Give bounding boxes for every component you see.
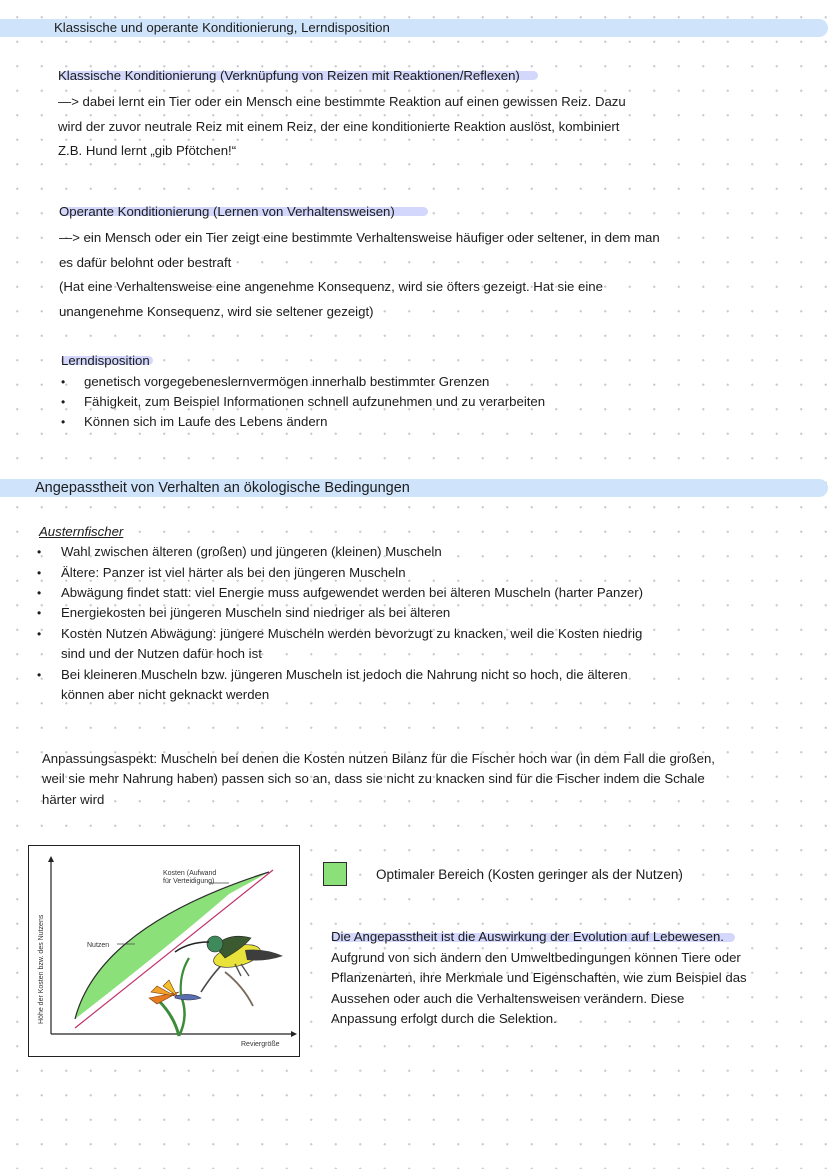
disposition-heading: Lerndisposition [61,353,150,368]
austernfischer-bullet: Bei kleineren Muscheln bzw. jüngeren Muscheln ist jedoch die Nahrung nicht so hoch, die älteren [61,667,628,682]
austernfischer-bullet-cont: können aber nicht geknackt werden [61,687,270,702]
classical-heading: Klassische Konditionierung (Verknüpfung von Reizen mit Reaktionen/Reflexen) [58,68,520,83]
bullet-dot: • [37,566,42,580]
bullet-dot: • [37,606,42,620]
conclusion-line: Aussehen oder auch die Verhaltensweisen verändern. Diese [331,991,685,1006]
bullet-dot: • [37,586,42,600]
bullet-dot: • [61,415,66,429]
conclusion-line: Aufgrund von sich ändern den Umweltbedingungen können Tiere oder [331,950,741,965]
optimal-area-swatch [323,862,347,886]
classical-line: wird der zuvor neutrale Reiz mit einem Reiz, der eine konditionierte Reaktion auslöst, kombiniert [58,119,620,134]
austernfischer-bullet: Kosten Nutzen Abwägung: jüngere Muscheln werden bevorzugt zu knacken, weil die Kosten niedrig [61,626,643,641]
cost-label-1: Kosten (Aufwand [163,870,217,877]
operant-line: es dafür belohnt oder bestraft [59,255,232,270]
adaptation-line: härter wird [42,792,105,807]
austernfischer-bullet-cont: sind und der Nutzen dafür hoch ist [61,646,262,661]
conclusion-line: Anpassung erfolgt durch die Selektion. [331,1011,557,1026]
flower-illustration [149,958,201,1036]
cost-benefit-figure [28,845,300,1057]
classical-line: Z.B. Hund lernt „gib Pfötchen!“ [58,143,237,158]
section-title-1: Klassische und operante Konditionierung, Lerndisposition [54,20,390,35]
disposition-bullet: genetisch vorgegebeneslernvermögen innerhalb bestimmter Grenzen [84,374,490,389]
cost-label-2: für Verteidigung) [163,878,215,885]
bullet-dot: • [37,545,42,559]
austernfischer-bullet: Abwägung findet statt: viel Energie muss aufgewendet werden bei älteren Muscheln (harter Panzer) [61,585,644,600]
austernfischer-bullet: Energiekosten bei jüngeren Muscheln sind niedriger als bei älteren [61,605,451,620]
disposition-bullet: Fähigkeit, zum Beispiel Informationen schnell aufzunehmen und zu verarbeiten [84,394,546,409]
operant-line: —> ein Mensch oder ein Tier zeigt eine bestimmte Verhaltensweise häufiger oder seltener, in dem man [59,230,660,245]
y-axis-label: Höhe der Kosten bzw. des Nutzens [38,914,45,1024]
operant-line: unangenehme Konsequenz, wird sie seltener gezeigt) [59,304,374,319]
disposition-bullet: Können sich im Laufe des Lebens ändern [84,414,328,429]
x-axis-arrow [291,1031,297,1037]
operant-heading: Operante Konditionierung (Lernen von Verhaltensweisen) [59,204,395,219]
bullet-dot: • [61,375,66,389]
bullet-dot: • [37,668,42,682]
classical-line: —> dabei lernt ein Tier oder ein Mensch eine bestimmte Reaktion auf einen gewissen Reiz. Dazu [58,94,626,109]
conclusion-line: Pflanzenarten, ihre Merkmale und Eigenschaften, wie zum Beispiel das [331,970,747,985]
y-axis-arrow [48,856,54,862]
austernfischer-bullet: Wahl zwischen älteren (großen) und jüngeren (kleinen) Muscheln [61,544,442,559]
austernfischer-bullet: Ältere: Panzer ist viel härter als bei den jüngeren Muscheln [61,565,406,580]
austernfischer-heading: Austernfischer [39,524,124,539]
section-title-2: Angepasstheit von Verhalten an ökologische Bedingungen [35,480,410,496]
operant-line: (Hat eine Verhaltensweise eine angenehme Konsequenz, wird sie öfters gezeigt. Hat sie eine [59,279,603,294]
adaptation-line: Anpassungsaspekt: Muscheln bei denen die Kosten nutzen Bilanz für die Fischer hoch war (in dem Fall die großen, [42,751,715,766]
conclusion-line: Die Angepasstheit ist die Auswirkung der Evolution auf Lebewesen. [331,929,724,944]
legend-text: Optimaler Bereich (Kosten geringer als der Nutzen) [376,867,683,882]
bullet-dot: • [61,395,66,409]
benefit-label: Nutzen [87,942,110,949]
x-axis-label: Reviergröße [241,1041,280,1048]
adaptation-line: weil sie mehr Nahrung haben) passen sich so an, dass sie nicht zu knacken sind für die Fischer indem die Schale [42,771,705,786]
bullet-dot: • [37,627,42,641]
cost-benefit-diagram [29,846,299,1056]
